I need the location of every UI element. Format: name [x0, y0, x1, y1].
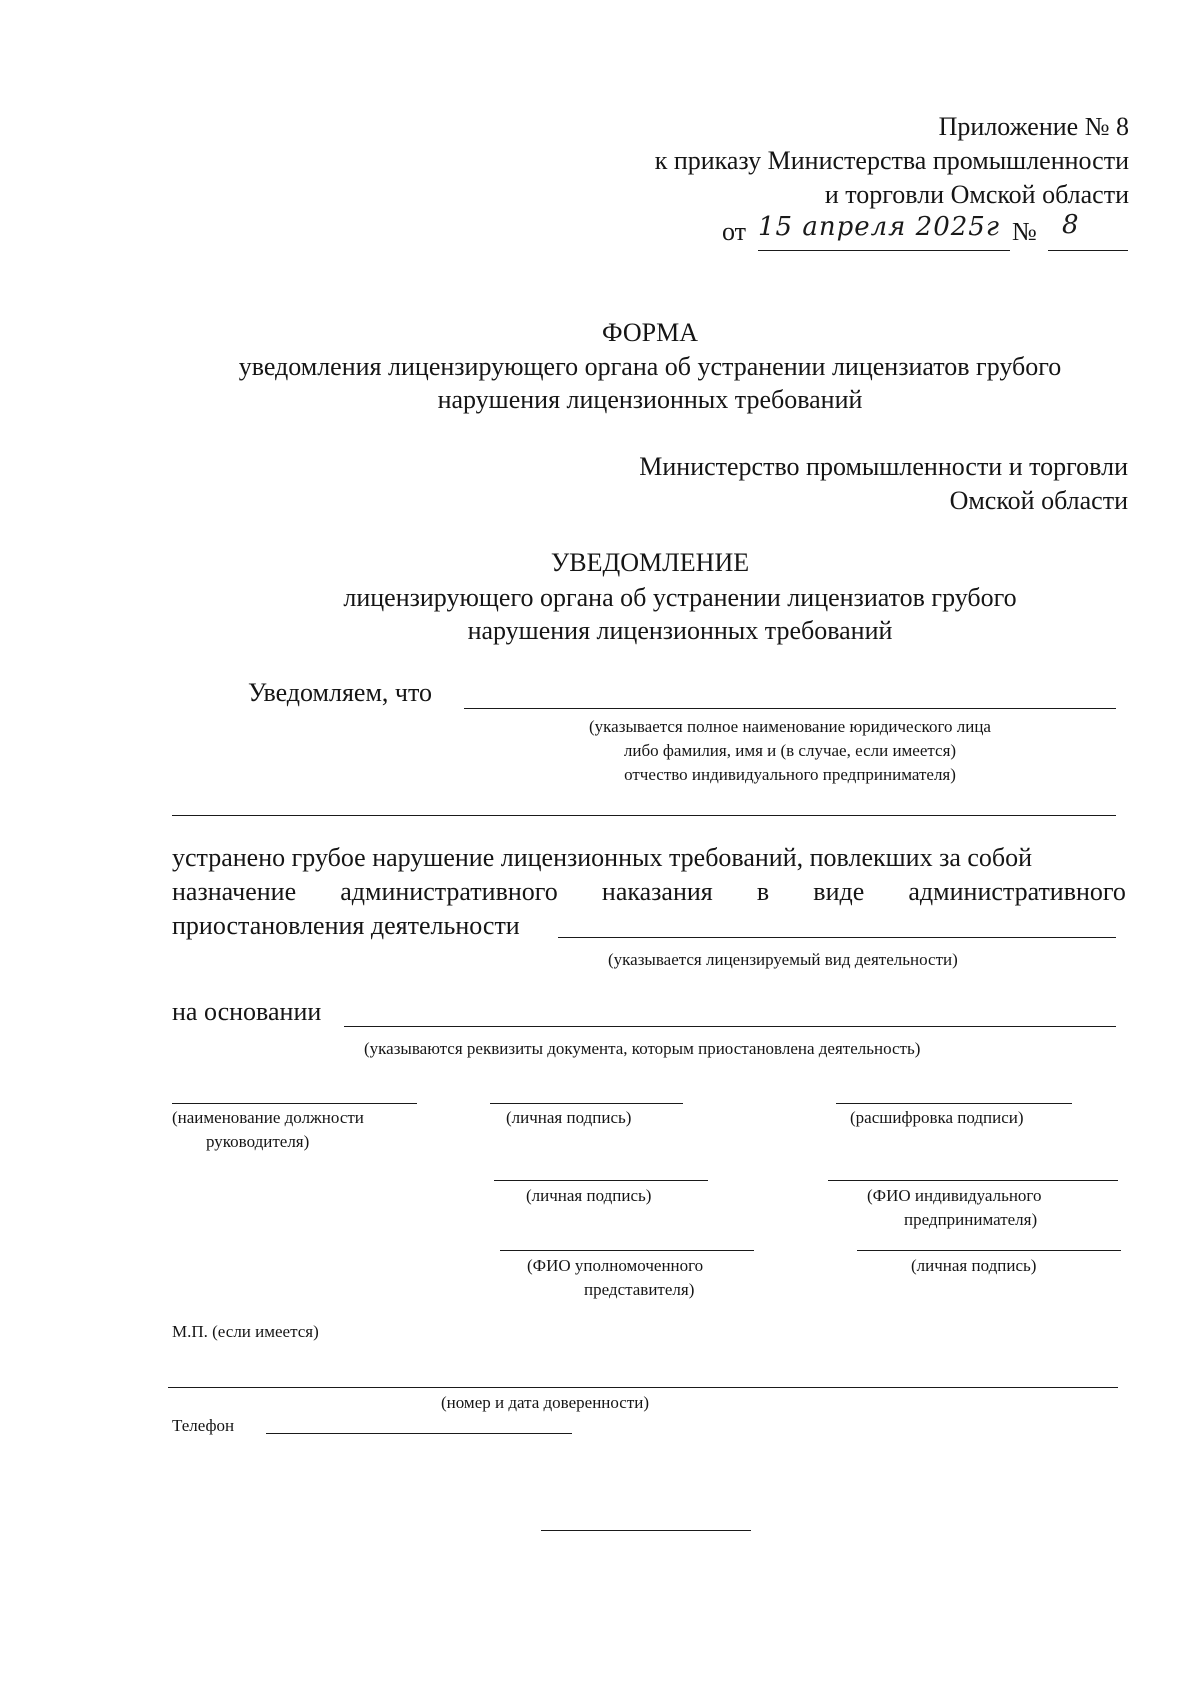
handwritten-number: 8	[1062, 210, 1080, 240]
decryption-field[interactable]	[836, 1103, 1072, 1104]
position-field[interactable]	[172, 1103, 417, 1104]
number-sign: №	[1012, 217, 1037, 246]
licensee-hint-line2: либо фамилия, имя и (в случае, если имеется)	[623, 741, 957, 760]
signature-field-3[interactable]	[857, 1250, 1121, 1251]
signature-field-1[interactable]	[490, 1103, 683, 1104]
paragraph-line2	[172, 877, 1126, 907]
signature-hint-1: (личная подпись)	[506, 1108, 632, 1127]
decryption-hint: (расшифровка подписи)	[850, 1108, 1024, 1127]
phone-label: Телефон	[172, 1416, 235, 1435]
form-subtitle-line2: нарушения лицензионных требований	[437, 385, 863, 414]
basis-document-field[interactable]	[344, 1026, 1116, 1027]
form-title: ФОРМА	[602, 318, 698, 347]
licensee-hint-line3: отчество индивидуального предпринимателя)	[624, 765, 956, 784]
signature-field-2[interactable]	[494, 1180, 708, 1181]
basis-hint: (указываются реквизиты документа, которым приостановлена деятельность)	[364, 1039, 921, 1058]
appendix-number: Приложение № 8	[938, 112, 1129, 141]
closing-separator	[541, 1530, 751, 1531]
ip-fio-hint-line2: предпринимателя)	[904, 1210, 1038, 1229]
representative-hint-line2: представителя)	[584, 1280, 695, 1299]
notice-subtitle-line1: лицензирующего органа об устранении лицензиатов грубого	[343, 583, 1017, 612]
paragraph-word: назначение	[172, 877, 297, 906]
ip-fio-hint-line1: (ФИО индивидуального	[867, 1186, 1042, 1205]
paragraph-word: в	[756, 877, 770, 906]
number-underline	[1048, 250, 1128, 251]
paragraph-word: наказания	[601, 877, 713, 906]
ip-fio-field[interactable]	[828, 1180, 1118, 1181]
proxy-field[interactable]	[168, 1387, 1118, 1388]
addressee-line1: Министерство промышленности и торговли	[639, 452, 1128, 481]
notice-subtitle-line2: нарушения лицензионных требований	[467, 616, 893, 645]
paragraph-word: административного	[908, 877, 1126, 906]
paragraph-line3: приостановления деятельности	[172, 911, 520, 940]
position-hint-line1: (наименование должности	[172, 1108, 364, 1127]
activity-hint: (указывается лицензируемый вид деятельности)	[608, 950, 958, 969]
notify-label: Уведомляем, что	[248, 678, 433, 707]
position-hint-line2: руководителя)	[206, 1132, 310, 1151]
representative-fio-field[interactable]	[500, 1250, 754, 1251]
date-prefix: от	[722, 217, 747, 246]
licensee-name-field-continued[interactable]	[172, 815, 1116, 816]
order-reference-line1: к приказу Министерства промышленности	[654, 146, 1129, 175]
licensee-name-field[interactable]	[464, 708, 1116, 709]
activity-field[interactable]	[558, 937, 1116, 938]
paragraph-line1: устранено грубое нарушение лицензионных требований, повлекших за собой	[172, 843, 1033, 872]
proxy-hint: (номер и дата доверенности)	[441, 1393, 650, 1412]
representative-hint-line1: (ФИО уполномоченного	[527, 1256, 704, 1275]
signature-hint-2: (личная подпись)	[526, 1186, 652, 1205]
licensee-hint-line1: (указывается полное наименование юридического лица	[589, 717, 991, 736]
paragraph-word: административного	[340, 877, 558, 906]
phone-field[interactable]	[266, 1433, 572, 1434]
form-subtitle-line1: уведомления лицензирующего органа об устранении лицензиатов грубого	[238, 352, 1062, 381]
signature-hint-3: (личная подпись)	[911, 1256, 1037, 1275]
date-underline	[758, 250, 1010, 251]
order-reference-line2: и торговли Омской области	[824, 180, 1129, 209]
addressee-line2: Омской области	[949, 486, 1128, 515]
basis-label: на основании	[172, 997, 322, 1026]
handwritten-date: 15 апреля 2025г	[758, 212, 1000, 242]
notice-title: УВЕДОМЛЕНИЕ	[550, 548, 750, 577]
stamp-label: М.П. (если имеется)	[172, 1322, 319, 1341]
paragraph-word: виде	[813, 877, 865, 906]
